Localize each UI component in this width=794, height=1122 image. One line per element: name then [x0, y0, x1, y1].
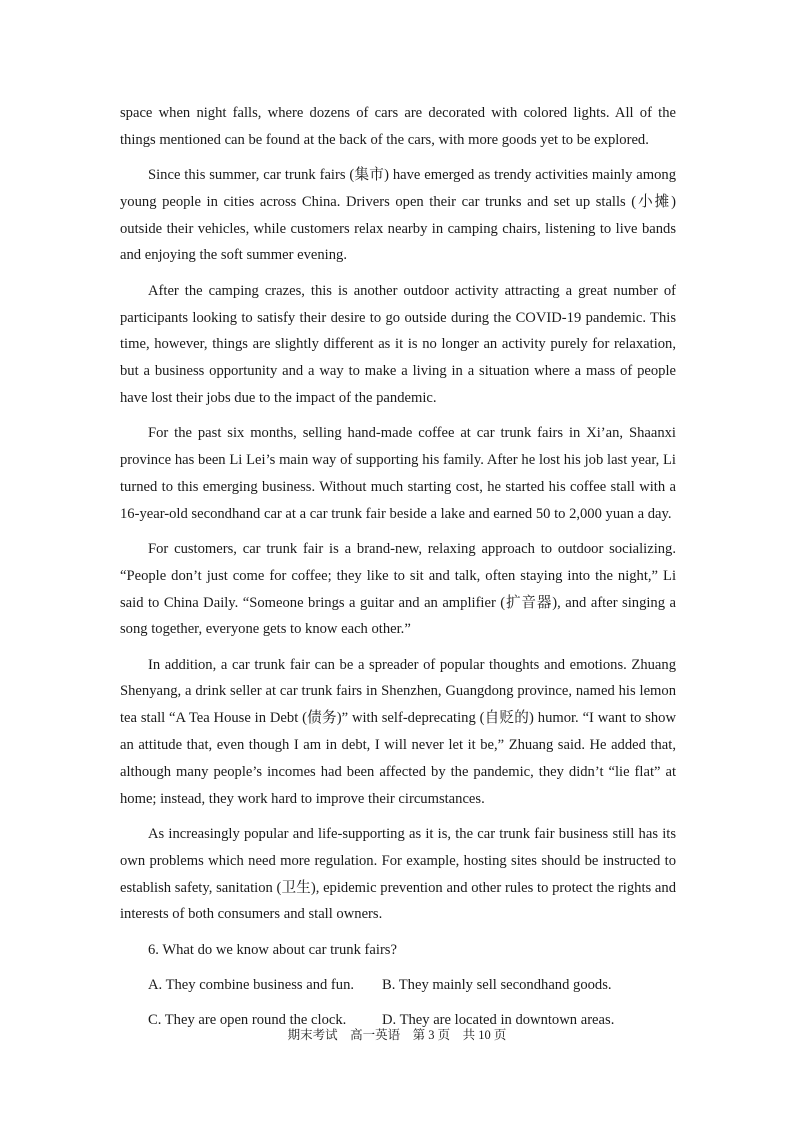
option-b: B. They mainly sell secondhand goods.	[382, 976, 612, 993]
passage-paragraph-7: As increasingly popular and life-supporting as it is, the car trunk fair business still has its own problems which need more regulation. For example, hosting sites should be instructed to establish safety, sanitation (卫生), epidemic prevention and other rules to protect the rights and interests of both consumers and stall owners.	[120, 825, 676, 923]
passage-paragraph-5: For customers, car trunk fair is a brand-new, relaxing approach to outdoor socializing. “People don’t just come for coffee; they like to sit and talk, often staying into the night,” Li said to China Daily. “Someone brings a guitar and an amplifier (扩音器), and after singing a song together, everyone gets to know each other.”	[120, 540, 676, 638]
passage-paragraph-2: Since this summer, car trunk fairs (集市) have emerged as trendy activities mainly among young people in cities across China. Drivers open their car trunks and set up stalls (小摊) outside their vehicles, while customers relax nearby in camping chairs, listening to live bands and enjoying the soft summer evening.	[120, 167, 676, 264]
option-a: A. They combine business and fun.	[148, 976, 355, 993]
passage-paragraph-3: After the camping crazes, this is another outdoor activity attracting a great number of participants looking to satisfy their desire to go outside during the COVID-19 pandemic. This time, however, things are slightly different as it is no longer an activity purely for relaxation, but a business opportunity and a way to make a living in a situation where a mass of people have lost their jobs due to the impact of the pandemic.	[120, 282, 676, 406]
page-footer: 期末考试 高一英语 第 3 页 共 10 页	[287, 1028, 507, 1042]
option-d: D. They are located in downtown areas.	[382, 1012, 615, 1029]
passage-paragraph-4: For the past six months, selling hand-made coffee at car trunk fairs in Xi’an, Shaanxi province has been Li Lei’s main way of supporting his family. After he lost his job last year, Li turned to this emerging business. Without much starting cost, he started his coffee stall with a 16-year-old secondhand car at a car trunk fair beside a lake and earned 50 to 2,000 yuan a day.	[120, 425, 676, 522]
option-c: C. They are open round the clock.	[148, 1012, 347, 1029]
question-6-stem: 6. What do we know about car trunk fairs?	[148, 941, 397, 958]
passage-paragraph-1: space when night falls, where dozens of cars are decorated with colored lights. All of the things mentioned can be found at the back of the cars, with more goods yet to be explored.	[120, 105, 676, 148]
passage-paragraph-6: In addition, a car trunk fair can be a spreader of popular thoughts and emotions. Zhuang Shenyang, a drink seller at car trunk fairs in Shenzhen, Guangdong province, named his lemon tea stall “A Tea House in Debt (债务)” with self-deprecating (自贬的) humor. “I want to show an attitude that, even though I am in debt, I will never let it be,” Zhuang said. He added that, although many people’s incomes had been affected by the pandemic, they didn’t “lie flat” at home; instead, they work hard to improve their circumstances.	[120, 656, 676, 807]
question-6-options-row-1	[120, 972, 676, 999]
reading-passage	[120, 100, 676, 1043]
